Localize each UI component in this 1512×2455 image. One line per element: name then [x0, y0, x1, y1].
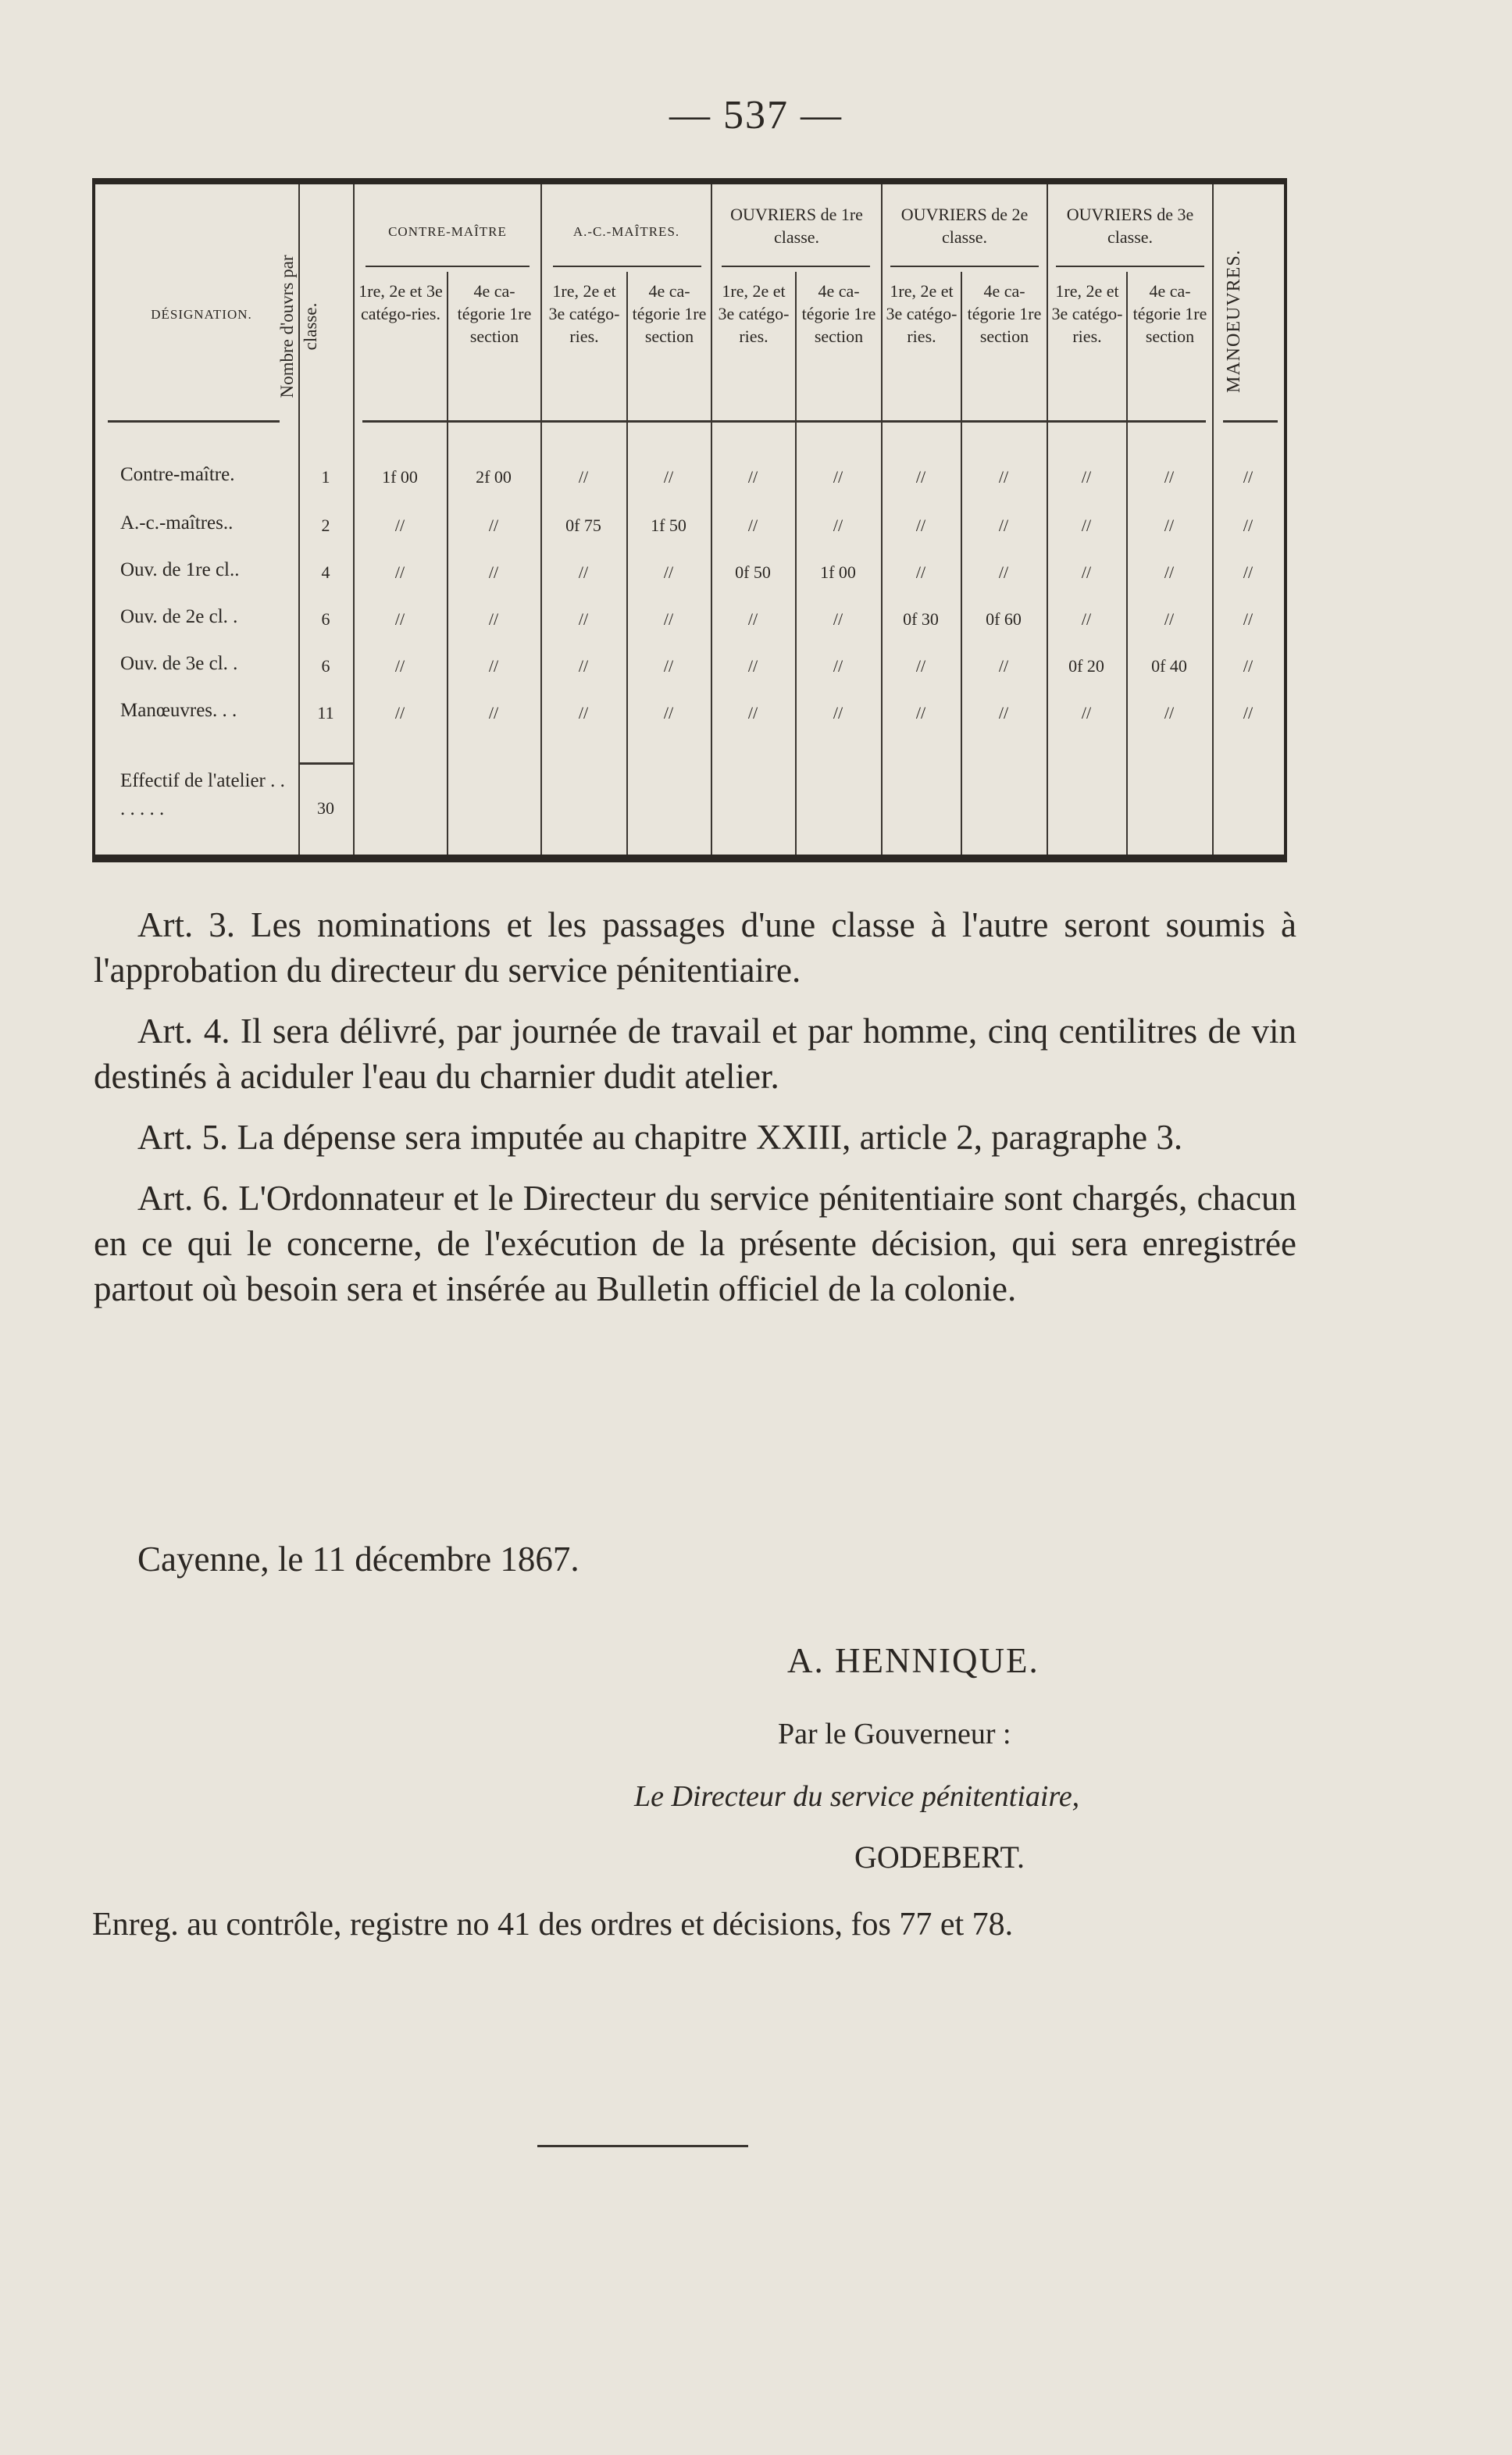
- table-cell: //: [394, 609, 405, 629]
- table-cell: 0f 20: [1068, 656, 1104, 676]
- table-cell: //: [394, 656, 405, 676]
- table-cell: //: [663, 656, 674, 676]
- articles: [94, 902, 1296, 1327]
- col-divider: [1047, 184, 1048, 855]
- table-cell: //: [1243, 562, 1253, 582]
- sub-header: 4e ca-tégorie 1re section: [457, 281, 532, 346]
- table-cell: //: [1243, 516, 1253, 535]
- group-header: OUVRIERS de 2e classe.: [900, 205, 1029, 247]
- date-line: Cayenne, le 11 décembre 1867.: [137, 1540, 579, 1579]
- col-divider: [961, 272, 962, 855]
- header-rule: [362, 420, 1206, 423]
- col-divider: [447, 272, 448, 855]
- total-count: 30: [317, 798, 334, 818]
- row-label: Ouv. de 3e cl. .: [120, 653, 238, 674]
- page-number: — 537 —: [669, 93, 843, 137]
- row-label: Manœuvres. . .: [120, 700, 237, 721]
- brace: [1056, 266, 1204, 267]
- table-cell: //: [1243, 656, 1253, 676]
- col-divider: [540, 184, 542, 855]
- table-cell: //: [578, 562, 589, 582]
- table-cell: //: [998, 656, 1009, 676]
- table-cell: //: [578, 609, 589, 629]
- brace: [722, 266, 870, 267]
- table-cell: //: [833, 467, 843, 487]
- table-cell: //: [747, 467, 758, 487]
- table-cell: 1f 50: [651, 516, 686, 535]
- brace: [890, 266, 1039, 267]
- article-5: Art. 5. La dépense sera imputée au chapitre XXIII, article 2, paragraphe 3.: [137, 1118, 1183, 1157]
- table-cell: //: [833, 656, 843, 676]
- table-cell: //: [833, 516, 843, 535]
- table-cell: //: [663, 467, 674, 487]
- designation-header: DÉSIGNATION.: [151, 307, 252, 322]
- row-count: 2: [321, 516, 330, 535]
- table-cell: //: [1081, 609, 1092, 629]
- article-3: Art. 3. Les nominations et les passages d'une classe à l'autre seront soumis à l'approbation du directeur du service pénitentiaire.: [94, 905, 1296, 990]
- col-divider: [626, 272, 628, 855]
- table-cell: //: [488, 703, 499, 723]
- table-right-rule: [1284, 178, 1287, 862]
- table-cell: //: [833, 609, 843, 629]
- sub-header: 4e ca-tégorie 1re section: [1132, 281, 1207, 346]
- row-count: 11: [317, 703, 334, 723]
- table-cell: //: [747, 609, 758, 629]
- sub-header: 4e ca-tégorie 1re section: [801, 281, 876, 346]
- article-6: Art. 6. L'Ordonnateur et le Directeur du service pénitentiaire sont chargés, chacun en ce qui le concerne, de l'exécution de la présente décision, qui sera enregistrée partout où besoin sera et insérée au Bulletin officiel de la colonie.: [94, 1179, 1296, 1308]
- table-cell: //: [998, 516, 1009, 535]
- par-le-gouverneur: Par le Gouverneur :: [778, 1718, 1011, 1750]
- table-cell: 2f 00: [476, 467, 512, 487]
- table-cell: //: [1081, 703, 1092, 723]
- header-rule: [108, 420, 280, 423]
- table-cell: //: [833, 703, 843, 723]
- col-divider: [795, 272, 797, 855]
- table-cell: //: [747, 656, 758, 676]
- row-label: Ouv. de 2e cl. .: [120, 606, 238, 627]
- group-header: OUVRIERS de 1re classe.: [730, 205, 863, 247]
- table-bottom-rule: [92, 855, 1287, 862]
- table-cell: //: [1243, 467, 1253, 487]
- table-cell: //: [1164, 467, 1175, 487]
- table-cell: //: [1243, 609, 1253, 629]
- brace: [366, 266, 530, 267]
- sub-header: 1re, 2e et 3e catégo-ries.: [886, 281, 957, 346]
- closing-rule: [537, 2145, 748, 2147]
- table-cell: //: [394, 562, 405, 582]
- table-cell: //: [998, 562, 1009, 582]
- table-cell: //: [998, 703, 1009, 723]
- table-cell: //: [488, 562, 499, 582]
- table-cell: 0f 50: [735, 562, 771, 582]
- table-cell: //: [747, 516, 758, 535]
- row-count: 6: [321, 609, 330, 629]
- table-cell: 0f 75: [565, 516, 601, 535]
- group-header: OUVRIERS de 3e classe.: [1066, 205, 1194, 247]
- table-cell: //: [915, 467, 926, 487]
- table-cell: //: [1243, 703, 1253, 723]
- col-divider: [1126, 272, 1128, 855]
- table-cell: 0f 30: [903, 609, 939, 629]
- table-cell: //: [578, 656, 589, 676]
- table-cell: //: [998, 467, 1009, 487]
- total-label: Effectif de l'atelier . . . . . . .: [120, 770, 285, 819]
- table-cell: //: [1081, 562, 1092, 582]
- wage-table: [92, 178, 1287, 865]
- row-label: A.-c.-maîtres..: [120, 512, 234, 533]
- table-cell: //: [663, 703, 674, 723]
- table-cell: //: [488, 609, 499, 629]
- table-cell: //: [394, 516, 405, 535]
- table-left-rule: [92, 178, 95, 862]
- sub-header: 4e ca-tégorie 1re section: [967, 281, 1042, 346]
- table-cell: //: [747, 703, 758, 723]
- table-cell: //: [578, 467, 589, 487]
- row-count: 1: [321, 467, 330, 487]
- sub-header: 1re, 2e et 3e catégo-ries.: [1051, 281, 1123, 346]
- table-cell: //: [915, 562, 926, 582]
- sub-header: 1re, 2e et 3e catégo-ries.: [358, 281, 443, 323]
- table-cell: //: [915, 703, 926, 723]
- table-cell: //: [663, 562, 674, 582]
- count-header: Nombre d'ouvrs par classe.: [277, 255, 320, 398]
- godebert: GODEBERT.: [854, 1839, 1025, 1875]
- table-cell: 1f 00: [382, 467, 418, 487]
- brace: [553, 266, 701, 267]
- group-header: A.-C.-MAÎTRES.: [572, 224, 680, 239]
- sub-header: 4e ca-tégorie 1re section: [632, 281, 707, 346]
- col-divider: [881, 184, 883, 855]
- table-cell: //: [1081, 467, 1092, 487]
- row-label: Contre-maître.: [120, 464, 235, 485]
- row-label: Ouv. de 1re cl..: [120, 559, 240, 580]
- manoeuvres-header: MANOEUVRES.: [1224, 249, 1244, 393]
- table-cell: //: [915, 656, 926, 676]
- table-cell: //: [1081, 516, 1092, 535]
- sub-header: 1re, 2e et 3e catégo-ries.: [548, 281, 620, 346]
- signature: A. HENNIQUE.: [787, 1641, 1040, 1680]
- table-cell: //: [1164, 703, 1175, 723]
- table-cell: //: [1164, 562, 1175, 582]
- row-count: 6: [321, 656, 330, 676]
- table-cell: 1f 00: [820, 562, 856, 582]
- registration-note: Enreg. au contrôle, registre no 41 des ordres et décisions, fos 77 et 78.: [92, 1907, 1014, 1943]
- table-cell: //: [663, 609, 674, 629]
- table-cell: //: [1164, 516, 1175, 535]
- table-top-rule: [92, 178, 1287, 184]
- row-count: 4: [321, 562, 330, 582]
- table-cell: //: [488, 516, 499, 535]
- article-4: Art. 4. Il sera délivré, par journée de travail et par homme, cinq centilitres de vin destinés à aciduler l'eau du charnier dudit atelier.: [94, 1012, 1296, 1096]
- sub-header: 1re, 2e et 3e catégo-ries.: [718, 281, 790, 346]
- table-cell: //: [394, 703, 405, 723]
- table-cell: //: [488, 656, 499, 676]
- table-cell: 0f 60: [986, 609, 1022, 629]
- table-cell: //: [1164, 609, 1175, 629]
- table-cell: 0f 40: [1151, 656, 1187, 676]
- group-header: CONTRE-MAÎTRE: [388, 224, 507, 239]
- col-divider: [711, 184, 712, 855]
- header-rule: [1223, 420, 1278, 423]
- directeur-line: Le Directeur du service pénitentiaire,: [634, 1780, 1080, 1813]
- table-cell: //: [915, 516, 926, 535]
- table-cell: //: [578, 703, 589, 723]
- total-rule: [298, 762, 353, 765]
